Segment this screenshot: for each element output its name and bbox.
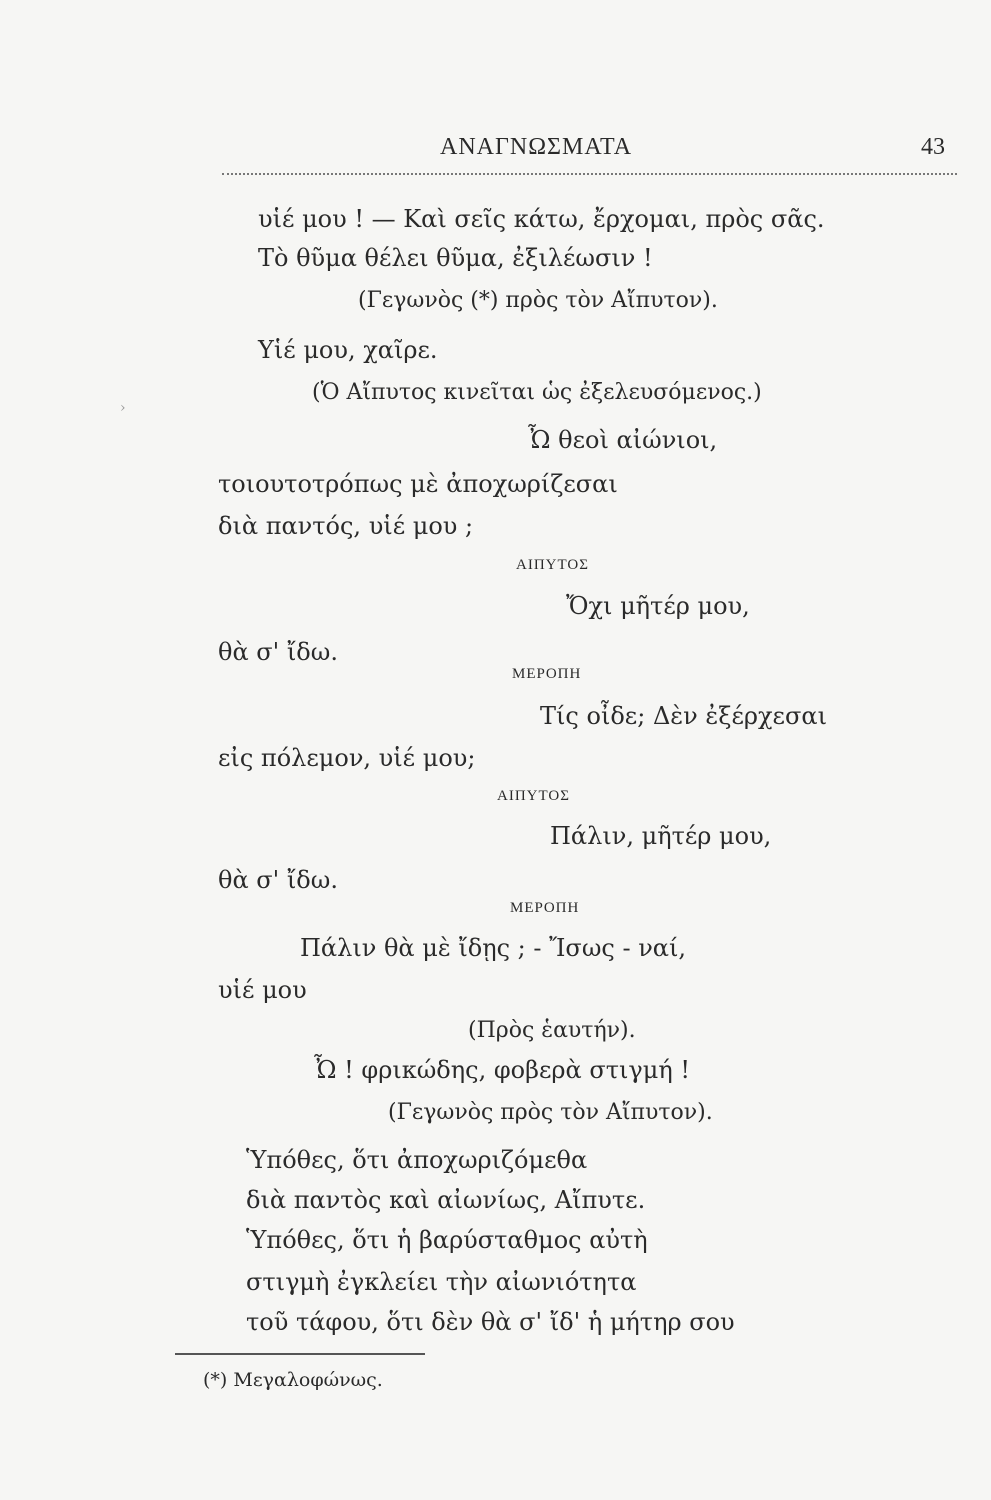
footnote-rule: [175, 1353, 425, 1355]
page-number: 43: [921, 134, 945, 160]
verse-line: τοιουτοτρόπως μὲ ἀποχωρίζεσαι: [218, 470, 618, 498]
speaker-name: ΜΕΡΟΠΗ: [512, 666, 582, 682]
verse-line: υἱέ μου ! — Καὶ σεῖς κάτω, ἔρχομαι, πρὸς σᾶς.: [258, 205, 825, 233]
verse-line: τοῦ τάφου, ὅτι δὲν θὰ σ' ἴδ' ἡ μήτηρ σου: [246, 1308, 735, 1336]
stage-direction: (Γεγωνὸς (*) πρὸς τὸν Αἴπυτον).: [358, 288, 718, 313]
verse-line: Ὦ θεοὶ αἰώνιοι,: [528, 426, 718, 454]
verse-line: Τίς οἶδε; Δὲν ἐξέρχεσαι: [540, 702, 827, 730]
speaker-name: ΜΕΡΟΠΗ: [510, 900, 580, 916]
edge-mark: ›: [120, 400, 126, 416]
stage-direction: (Πρὸς ἑαυτήν).: [468, 1018, 636, 1043]
verse-line: θὰ σ' ἴδω.: [218, 866, 338, 894]
stage-direction: (Ὁ Αἴπυτος κινεῖται ὡς ἐξελευσόμενος.): [312, 380, 762, 405]
verse-line: Πάλιν θὰ μὲ ἴδῃς ; - Ἴσως - ναί,: [300, 934, 687, 962]
verse-line: Υἱέ μου, χαῖρε.: [258, 336, 438, 364]
verse-line: εἰς πόλεμον, υἱέ μου;: [218, 744, 476, 772]
verse-line: διὰ παντός, υἱέ μου ;: [218, 512, 474, 540]
verse-line: Ὄχι μῆτέρ μου,: [566, 592, 750, 620]
verse-line: στιγμὴ ἐγκλείει τὴν αἰωνιότητα: [246, 1268, 637, 1296]
verse-line: Ὑπόθες, ὅτι ἡ βαρύσταθμος αὐτὴ: [246, 1226, 648, 1254]
verse-line: θὰ σ' ἴδω.: [218, 638, 338, 666]
stage-direction: (Γεγωνὸς πρὸς τὸν Αἴπυτον).: [388, 1100, 713, 1125]
verse-line: Ὑπόθες, ὅτι ἀποχωριζόμεθα: [246, 1146, 588, 1174]
speaker-name: ΑΙΠΥΤΟΣ: [497, 788, 570, 804]
header-rule: [222, 173, 957, 175]
speaker-name: ΑΙΠΥΤΟΣ: [516, 557, 589, 573]
verse-line: Ὦ ! φρικώδης, φοβερὰ στιγμή !: [314, 1056, 690, 1084]
verse-line: υἱέ μου: [218, 976, 307, 1004]
running-header-title: ΑΝΑΓΝΩΣΜΑΤΑ: [440, 134, 633, 160]
verse-line: Τὸ θῦμα θέλει θῦμα, ἐξιλέωσιν !: [258, 244, 653, 272]
verse-line: διὰ παντὸς καὶ αἰωνίως, Αἴπυτε.: [246, 1186, 646, 1214]
verse-line: Πάλιν, μῆτέρ μου,: [550, 822, 772, 850]
footnote: (*) Μεγαλοφώνως.: [203, 1369, 383, 1391]
